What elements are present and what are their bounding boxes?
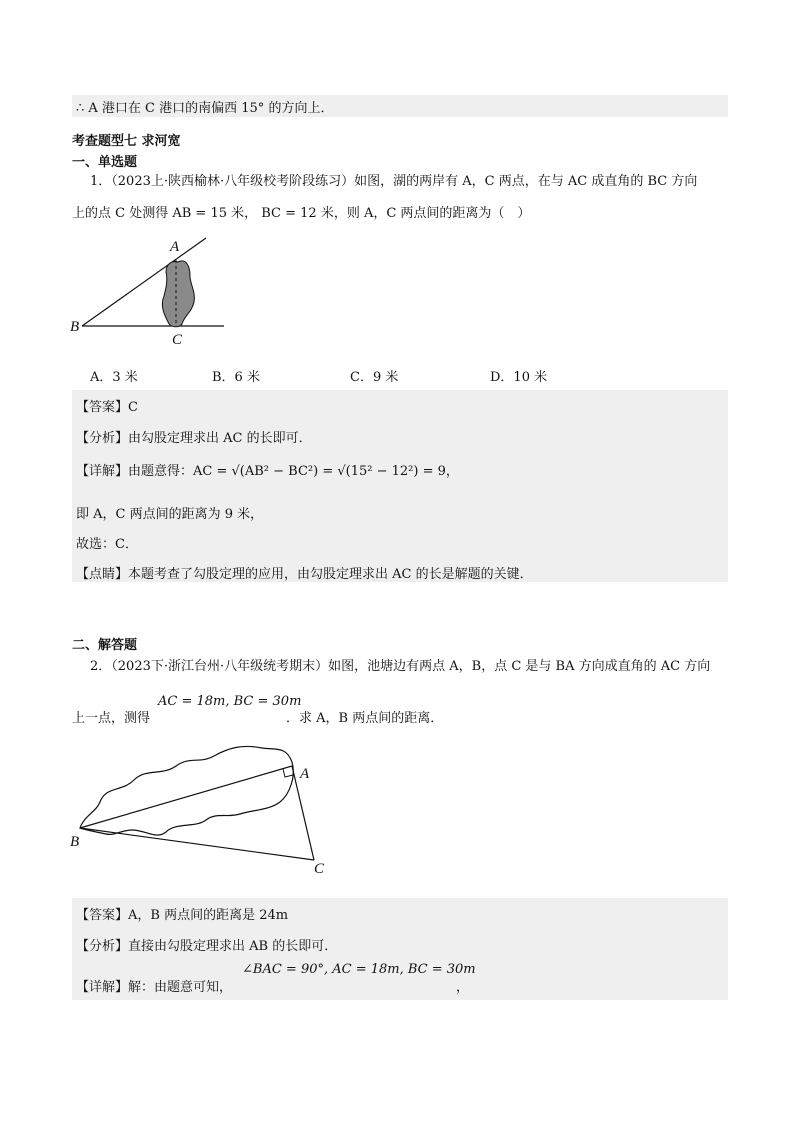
q1-figure — [66, 232, 246, 352]
q2-analysis: 【分析】直接由勾股定理求出 AB 的长即可． — [76, 939, 338, 954]
q2-detail-suffix: ， — [456, 980, 470, 995]
right-angle-mark — [283, 769, 293, 777]
q1-option-b[interactable]: B．6 米 — [212, 370, 260, 385]
label-a: A — [300, 766, 310, 782]
section-title: 考查题型七 求河宽 — [72, 134, 181, 149]
q1-option-d[interactable]: D．10 米 — [490, 370, 548, 385]
q1-option-a[interactable]: A．3 米 — [90, 370, 138, 385]
conclusion-text: ∴ A 港口在 C 港口的南偏西 15° 的方向上． — [76, 101, 334, 116]
q2-answer: 【答案】A，B 两点间的距离是 24m — [76, 908, 289, 923]
q1-option-c[interactable]: C．9 米 — [350, 370, 399, 385]
label-c: C — [172, 332, 183, 348]
pond-shape — [80, 746, 293, 835]
segment-bc — [80, 828, 314, 860]
part1-heading: 一、单选题 — [72, 155, 138, 170]
q1-choice: 故选：C． — [76, 537, 138, 552]
q1-line1: 1．（2023上·陕西榆林·八年级校考阶段练习）如图，湖的两岸有 A，C 两点，在与 AC 成直角的 BC 方向 — [90, 174, 698, 189]
q1-detail: 【详解】由题意得：AC = √(AB² − BC²) = √(15² − 12²) = 9， — [76, 464, 459, 479]
q2-line1: 2．（2023下·浙江台州·八年级统考期末）如图，池塘边有两点 A，B，点 C 是与 BA 方向成直角的 AC 方向 — [90, 659, 711, 674]
q2-line2a: 上一点，测得 — [72, 711, 151, 726]
q1-comment: 【点睛】本题考查了勾股定理的应用，由勾股定理求出 AC 的长是解题的关键． — [76, 567, 533, 582]
q2-figure — [66, 736, 346, 876]
label-b: B — [70, 834, 80, 850]
q1-answer-box — [72, 390, 728, 582]
q1-detail2: 即 A，C 两点间的距离为 9 米， — [76, 507, 264, 522]
segment-ba — [80, 766, 292, 828]
part2-heading: 二、解答题 — [72, 638, 138, 653]
q2-line2b: ．求 A，B 两点间的距离． — [286, 711, 444, 726]
q1-answer: 【答案】C — [76, 400, 138, 415]
q2-given-formula: AC = 18m, BC = 30m — [158, 694, 302, 709]
q2-detail-prefix: 【详解】解：由题意可知， — [76, 980, 233, 995]
label-c: C — [314, 861, 325, 876]
lake-shape — [162, 261, 194, 327]
q2-detail-formula: ∠BAC = 90°, AC = 18m, BC = 30m — [242, 962, 476, 977]
q1-analysis: 【分析】由勾股定理求出 AC 的长即可． — [76, 431, 312, 446]
q1-line2: 上的点 C 处测得 AB = 15 米， BC = 12 米，则 A，C 两点间的距离为（ ） — [72, 206, 531, 221]
label-a: A — [170, 239, 180, 255]
label-b: B — [70, 319, 80, 335]
